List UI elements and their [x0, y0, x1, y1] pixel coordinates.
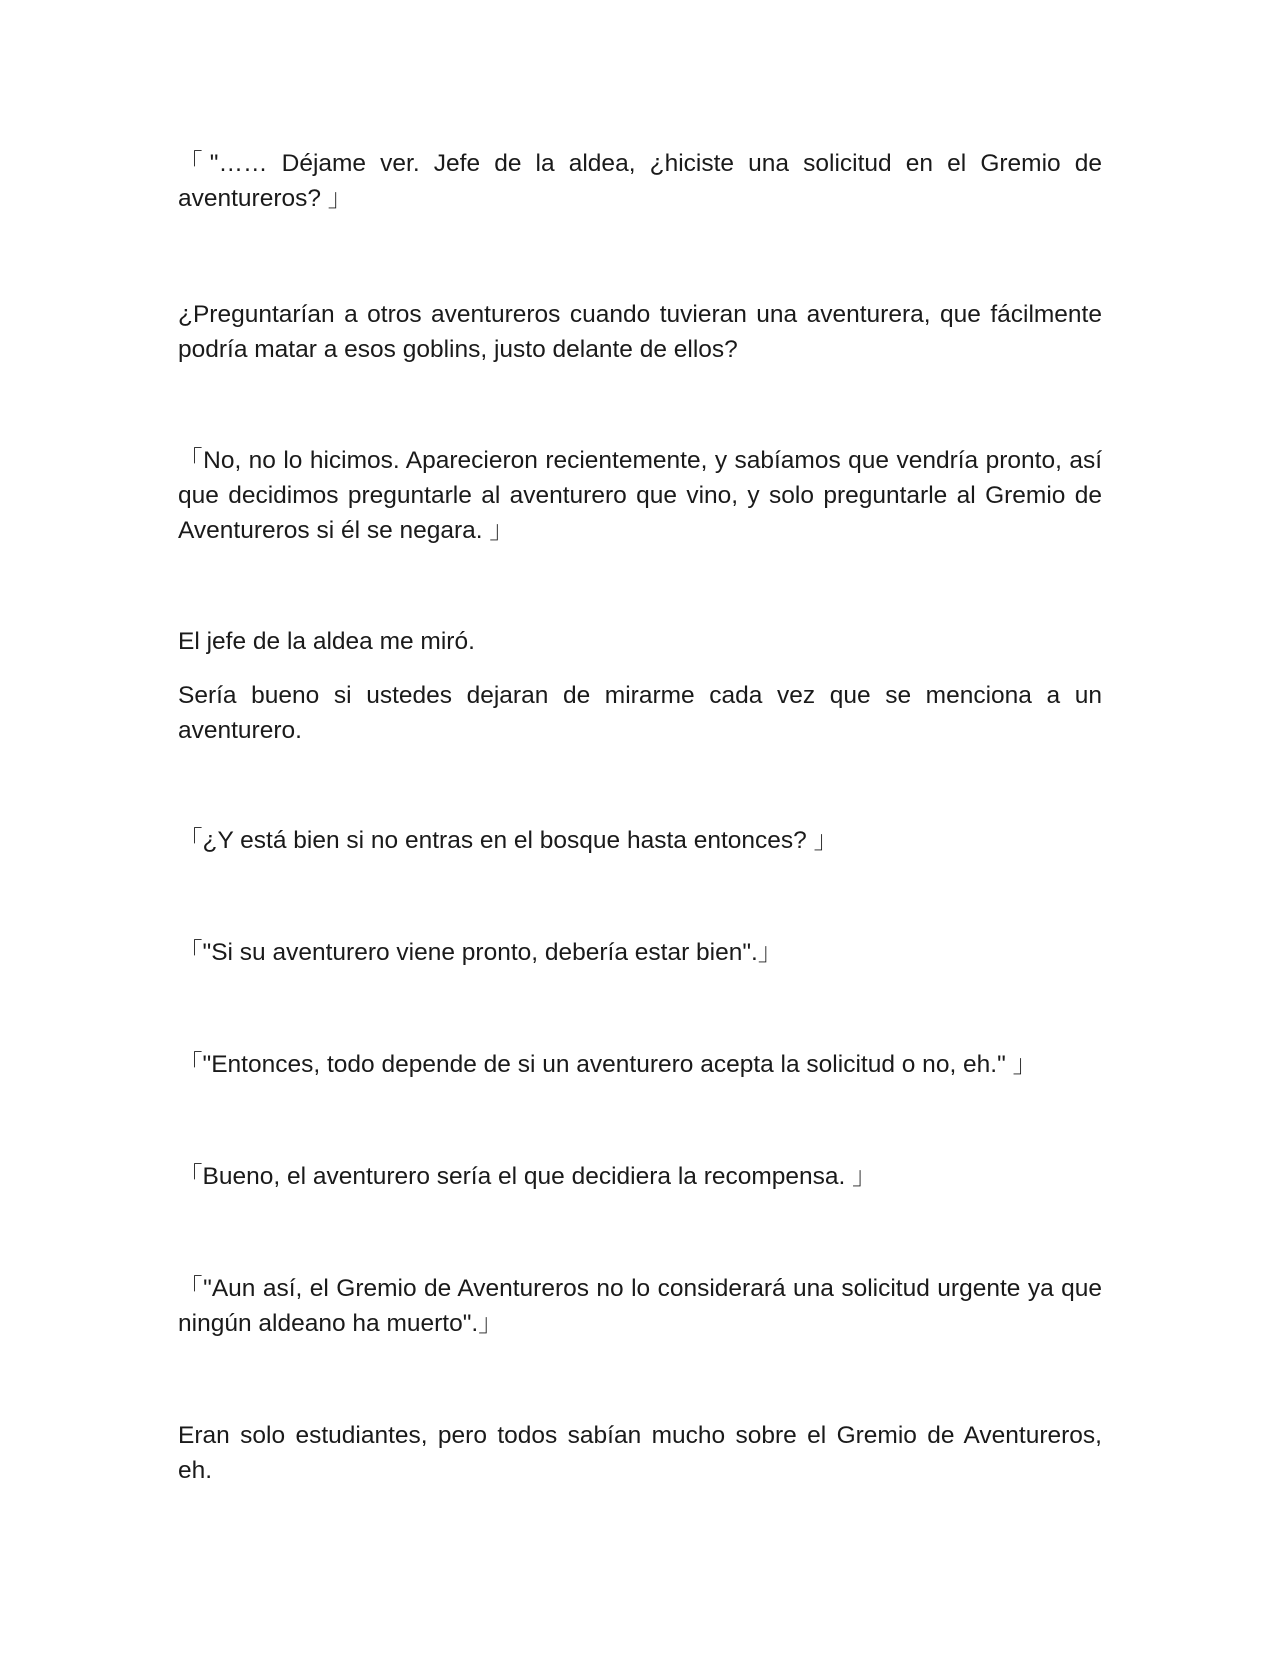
paragraph: 「"…… Déjame ver. Jefe de la aldea, ¿hiciste una solicitud en el Gremio de aventureros? 」 [178, 150, 1102, 212]
paragraph: 「No, no lo hicimos. Aparecieron recientemente, y sabíamos que vendría pronto, así que decidimos preguntarle al aventurero que vino, y solo preguntarle al Gremio de Aventureros si él se negara. 」 [178, 447, 1102, 544]
paragraph: Sería bueno si ustedes dejaran de mirarme cada vez que se menciona a un aventurero. [178, 682, 1102, 744]
paragraph: El jefe de la aldea me miró. [178, 628, 475, 655]
paragraph: ¿Preguntarían a otros aventureros cuando tuvieran una aventurera, que fácilmente podría matar a esos goblins, justo delante de ellos? [178, 301, 1102, 363]
paragraph: 「"Aun así, el Gremio de Aventureros no lo considerará una solicitud urgente ya que ningún aldeano ha muerto".」 [178, 1275, 1102, 1337]
paragraph: Eran solo estudiantes, pero todos sabían mucho sobre el Gremio de Aventureros, eh. [178, 1422, 1102, 1484]
paragraph: 「"Entonces, todo depende de si un aventurero acepta la solicitud o no, eh." 」 [178, 1051, 1038, 1078]
paragraph: 「¿Y está bien si no entras en el bosque hasta entonces? 」 [178, 827, 839, 854]
paragraph: 「Bueno, el aventurero sería el que decidiera la recompensa. 」 [178, 1163, 877, 1190]
paragraph: 「"Si su aventurero viene pronto, debería estar bien".」 [178, 939, 783, 966]
